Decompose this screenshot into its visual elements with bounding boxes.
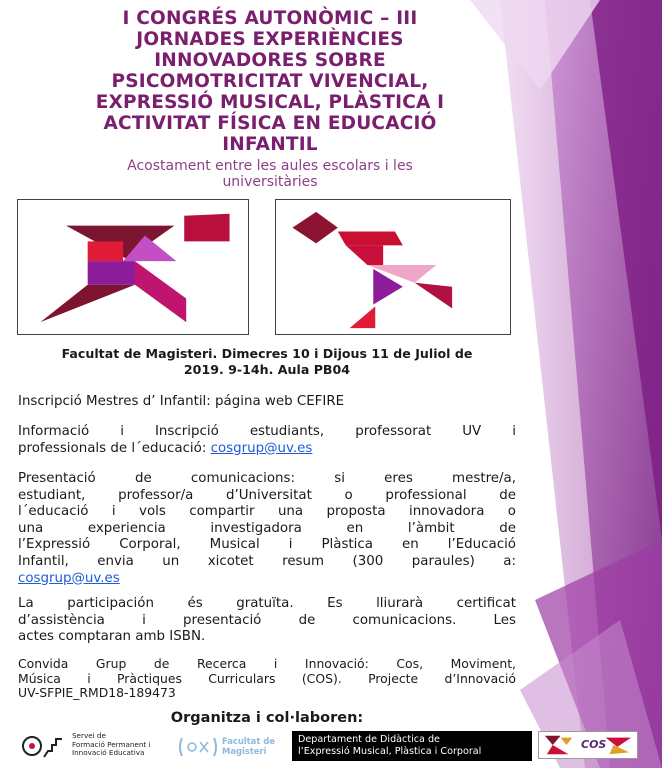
presentacio-line: estudiant, professor/a d’Universitat o professional de — [18, 487, 516, 503]
sfpie-logo — [18, 730, 174, 762]
venue-line: 2019. 9-14h. Aula PB04 — [183, 362, 351, 377]
presentacio-comunicacions — [18, 471, 516, 587]
magisteri-line: Facultat de — [222, 736, 275, 746]
email-link[interactable]: cosgrup@uv.es — [210, 440, 313, 456]
title-line: JORNADES EXPERIÈNCIES — [136, 29, 404, 50]
title-line: EXPRESSIÓ MUSICAL, PLÀSTICA I — [95, 92, 445, 113]
title-line: I CONGRÉS AUTONÒMIC – III — [122, 8, 418, 29]
sfpie-line: Servei de — [72, 731, 106, 740]
venue-line: Facultat de Magisteri. Dimecres 10 i Dijous 11 de Juliol de — [61, 346, 473, 361]
title-line: INFANTIL — [222, 134, 318, 155]
sfpie-logo-icon — [18, 733, 66, 759]
subtitle-line: Acostament entre les aules escolars i les — [127, 158, 413, 174]
departament-logo — [292, 731, 532, 761]
presentacio-line: Infantil, envia un xicotet resum (300 paraules) a: — [18, 553, 516, 569]
tangram-runner-icon — [18, 200, 248, 334]
tangram-dancer-icon — [276, 200, 510, 334]
sfpie-logo-text — [72, 732, 176, 758]
title-line: PSICOMOTRICITAT VIVENCIAL, — [111, 71, 429, 92]
cos-logo — [538, 731, 638, 759]
title-line: INNOVADORES SOBRE — [154, 50, 386, 71]
participacio — [18, 596, 516, 646]
sfpie-line: Innovació Educativa — [72, 748, 145, 758]
convida-line: Convida Grup de Recerca i Innovació: Cos, Moviment, — [18, 656, 516, 671]
presentacio-line — [18, 571, 516, 588]
convida-grup — [18, 657, 516, 701]
email-link[interactable]: cosgrup@uv.es — [18, 570, 120, 586]
dept-line: l’Expressió Musical, Plàstica i Corporal — [298, 746, 482, 757]
title-line: ACTIVITAT FÍSICA EN EDUCACIÓ — [103, 113, 437, 134]
event-subtitle — [14, 158, 526, 190]
convida-line: UV-SFPIE_RMD18-189473 — [18, 685, 176, 701]
presentacio-line: una experiencia investigadora en l’àmbit de — [18, 520, 516, 536]
informacio-line — [18, 441, 516, 458]
subtitle-line: universitàries — [222, 174, 318, 190]
convida-line: Música i Pràctiques Curriculars (COS). Projecte d’Innovació — [18, 670, 516, 686]
participacio-line: actes comptaran amb ISBN. — [18, 629, 206, 645]
tangram-dancer-image — [275, 199, 511, 335]
cos-logo-label: COS — [581, 738, 607, 751]
tangram-runner-image — [17, 199, 249, 335]
dept-line: Departament de Didàctica de — [298, 734, 440, 745]
inscripcio-mestres: Inscripció Mestres d’ Infantil: página web CEFIRE — [18, 394, 345, 409]
informacio-inscripcio — [18, 424, 516, 457]
presentacio-line: l’Expressió Corporal, Musical i Plàstica en l’Educació — [18, 537, 516, 553]
informacio-line: Informació i Inscripció estudiants, professorat UV i — [18, 424, 516, 439]
magisteri-logo-text — [222, 736, 275, 756]
magisteri-line: Magisteri — [222, 746, 267, 756]
sfpie-line: Formació Permanent i — [72, 739, 151, 749]
organitza-heading: Organitza i col·laboren: — [170, 710, 364, 726]
participacio-line: La participación és gratuïta. Es lliurarà certificat — [18, 596, 516, 611]
venue-info — [16, 346, 518, 378]
informacio-line-text: professionals de l´educació: — [18, 440, 211, 456]
presentacio-line: l´educació i vols compartir una proposta innovadora o — [18, 504, 516, 520]
participacio-line: d’assistència i presentació de comunicacions. Les — [18, 612, 516, 628]
presentacio-line: Presentació de comunicacions: si eres mestre/a, — [18, 471, 516, 486]
magisteri-logo-icon — [178, 736, 218, 758]
magisteri-logo — [178, 734, 286, 760]
event-title — [14, 8, 526, 155]
